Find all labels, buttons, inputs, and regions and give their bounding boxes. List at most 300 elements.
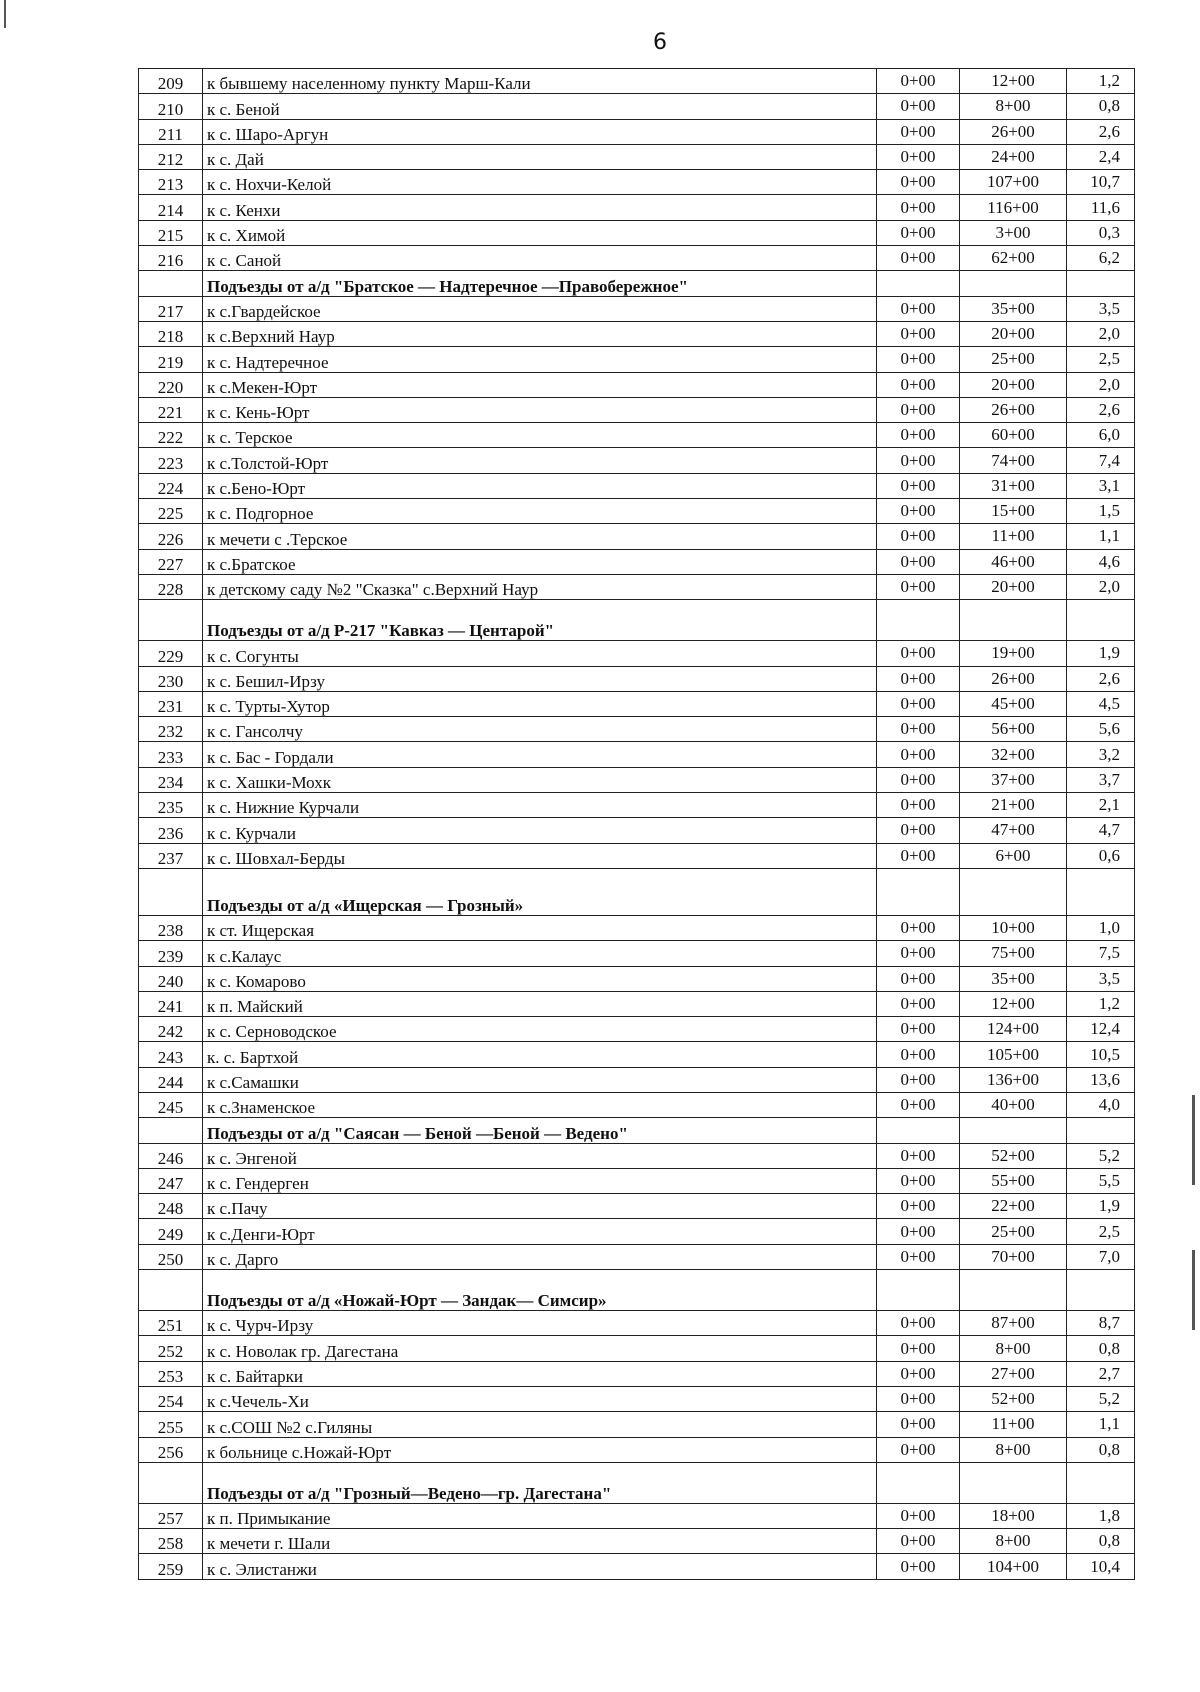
table-row (139, 321, 1135, 346)
table-row (139, 246, 1135, 271)
length-km-cell: 0,8 (1067, 1437, 1135, 1462)
row-number-cell: 234 (139, 767, 203, 792)
table-row (139, 372, 1135, 397)
section-start-cell (877, 1462, 960, 1503)
length-km-cell: 2,5 (1067, 1219, 1135, 1244)
road-name-cell: к с. Беной (203, 94, 877, 119)
start-km-cell: 0+00 (877, 818, 960, 843)
section-num-cell (139, 1118, 203, 1143)
end-km-cell: 107+00 (960, 170, 1067, 195)
table-row (139, 170, 1135, 195)
table-row (139, 1386, 1135, 1411)
table-row (139, 843, 1135, 868)
row-number-cell: 225 (139, 499, 203, 524)
row-number-cell: 255 (139, 1412, 203, 1437)
length-km-cell: 1,2 (1067, 991, 1135, 1016)
page-number: 6 (653, 30, 667, 55)
section-end-cell (960, 271, 1067, 296)
section-start-cell (877, 868, 960, 915)
road-name-cell: к с.Знаменское (203, 1092, 877, 1117)
road-name-cell: к п. Майский (203, 991, 877, 1016)
length-km-cell: 11,6 (1067, 195, 1135, 220)
table-row (139, 1067, 1135, 1092)
start-km-cell: 0+00 (877, 94, 960, 119)
start-km-cell: 0+00 (877, 1412, 960, 1437)
start-km-cell: 0+00 (877, 1067, 960, 1092)
table-row (139, 549, 1135, 574)
row-number-cell: 258 (139, 1529, 203, 1554)
table-row (139, 220, 1135, 245)
length-km-cell: 1,2 (1067, 69, 1135, 94)
road-name-cell: к с. Шовхал-Берды (203, 843, 877, 868)
end-km-cell: 52+00 (960, 1386, 1067, 1411)
row-number-cell: 232 (139, 717, 203, 742)
end-km-cell: 15+00 (960, 499, 1067, 524)
table-row (139, 347, 1135, 372)
road-name-cell: к детскому саду №2 "Сказка" с.Верхний Наур (203, 574, 877, 599)
end-km-cell: 105+00 (960, 1042, 1067, 1067)
section-title-cell: Подъезды от а/д «Ищерская — Грозный» (203, 868, 877, 915)
row-number-cell: 251 (139, 1311, 203, 1336)
row-number-cell: 229 (139, 641, 203, 666)
length-km-cell: 0,3 (1067, 220, 1135, 245)
section-num-cell (139, 1270, 203, 1311)
table-row (139, 296, 1135, 321)
section-end-cell (960, 600, 1067, 641)
table-row (139, 767, 1135, 792)
length-km-cell: 7,4 (1067, 448, 1135, 473)
end-km-cell: 55+00 (960, 1168, 1067, 1193)
section-header-row (139, 868, 1135, 915)
row-number-cell: 237 (139, 843, 203, 868)
row-number-cell: 218 (139, 321, 203, 346)
road-name-cell: к с.Толстой-Юрт (203, 448, 877, 473)
length-km-cell: 2,6 (1067, 666, 1135, 691)
road-name-cell: к. с. Бартхой (203, 1042, 877, 1067)
length-km-cell: 1,9 (1067, 1194, 1135, 1219)
road-name-cell: к с. Нижние Курчали (203, 793, 877, 818)
start-km-cell: 0+00 (877, 793, 960, 818)
end-km-cell: 12+00 (960, 991, 1067, 1016)
length-km-cell: 0,6 (1067, 843, 1135, 868)
section-header-row (139, 271, 1135, 296)
road-name-cell: к с. Подгорное (203, 499, 877, 524)
row-number-cell: 221 (139, 397, 203, 422)
road-name-cell: к с.Гвардейское (203, 296, 877, 321)
length-km-cell: 5,2 (1067, 1386, 1135, 1411)
end-km-cell: 31+00 (960, 473, 1067, 498)
length-km-cell: 6,0 (1067, 423, 1135, 448)
road-name-cell: к с. Турты-Хутор (203, 691, 877, 716)
start-km-cell: 0+00 (877, 691, 960, 716)
start-km-cell: 0+00 (877, 767, 960, 792)
start-km-cell: 0+00 (877, 1219, 960, 1244)
section-header-row (139, 1462, 1135, 1503)
start-km-cell: 0+00 (877, 574, 960, 599)
table-row (139, 1336, 1135, 1361)
road-name-cell: к с. Бешил-Ирзу (203, 666, 877, 691)
length-km-cell: 0,8 (1067, 94, 1135, 119)
scan-edge-mark (1192, 1095, 1195, 1185)
length-km-cell: 1,8 (1067, 1503, 1135, 1528)
row-number-cell: 211 (139, 119, 203, 144)
end-km-cell: 26+00 (960, 119, 1067, 144)
table-row (139, 1554, 1135, 1579)
end-km-cell: 45+00 (960, 691, 1067, 716)
length-km-cell: 1,1 (1067, 524, 1135, 549)
end-km-cell: 124+00 (960, 1017, 1067, 1042)
end-km-cell: 116+00 (960, 195, 1067, 220)
end-km-cell: 26+00 (960, 397, 1067, 422)
table-row (139, 742, 1135, 767)
start-km-cell: 0+00 (877, 1244, 960, 1269)
table-row (139, 941, 1135, 966)
section-length-cell (1067, 600, 1135, 641)
length-km-cell: 2,0 (1067, 321, 1135, 346)
row-number-cell: 242 (139, 1017, 203, 1042)
road-name-cell: к с. Надтеречное (203, 347, 877, 372)
end-km-cell: 21+00 (960, 793, 1067, 818)
start-km-cell: 0+00 (877, 397, 960, 422)
table-row (139, 1529, 1135, 1554)
end-km-cell: 52+00 (960, 1143, 1067, 1168)
section-header-row (139, 1270, 1135, 1311)
road-name-cell: к мечети г. Шали (203, 1529, 877, 1554)
end-km-cell: 20+00 (960, 574, 1067, 599)
end-km-cell: 46+00 (960, 549, 1067, 574)
start-km-cell: 0+00 (877, 1042, 960, 1067)
row-number-cell: 245 (139, 1092, 203, 1117)
length-km-cell: 7,0 (1067, 1244, 1135, 1269)
table-row (139, 397, 1135, 422)
length-km-cell: 7,5 (1067, 941, 1135, 966)
length-km-cell: 2,6 (1067, 397, 1135, 422)
scan-edge-mark (4, 0, 6, 28)
table-row (139, 1168, 1135, 1193)
start-km-cell: 0+00 (877, 1386, 960, 1411)
table-row (139, 966, 1135, 991)
start-km-cell: 0+00 (877, 119, 960, 144)
row-number-cell: 212 (139, 144, 203, 169)
length-km-cell: 4,6 (1067, 549, 1135, 574)
end-km-cell: 20+00 (960, 372, 1067, 397)
row-number-cell: 240 (139, 966, 203, 991)
road-name-cell: к с. Байтарки (203, 1361, 877, 1386)
row-number-cell: 257 (139, 1503, 203, 1528)
table-row (139, 1017, 1135, 1042)
road-name-cell: к с.Денги-Юрт (203, 1219, 877, 1244)
end-km-cell: 104+00 (960, 1554, 1067, 1579)
start-km-cell: 0+00 (877, 170, 960, 195)
table-row (139, 144, 1135, 169)
row-number-cell: 228 (139, 574, 203, 599)
end-km-cell: 37+00 (960, 767, 1067, 792)
row-number-cell: 213 (139, 170, 203, 195)
road-name-cell: к с.Бено-Юрт (203, 473, 877, 498)
roads-table-body (139, 69, 1135, 1580)
start-km-cell: 0+00 (877, 1529, 960, 1554)
table-row (139, 574, 1135, 599)
road-name-cell: к с.Верхний Наур (203, 321, 877, 346)
start-km-cell: 0+00 (877, 1336, 960, 1361)
end-km-cell: 26+00 (960, 666, 1067, 691)
row-number-cell: 219 (139, 347, 203, 372)
length-km-cell: 10,4 (1067, 1554, 1135, 1579)
section-length-cell (1067, 868, 1135, 915)
end-km-cell: 25+00 (960, 1219, 1067, 1244)
length-km-cell: 8,7 (1067, 1311, 1135, 1336)
start-km-cell: 0+00 (877, 372, 960, 397)
length-km-cell: 1,9 (1067, 641, 1135, 666)
row-number-cell: 246 (139, 1143, 203, 1168)
section-length-cell (1067, 1462, 1135, 1503)
road-name-cell: к больнице с.Ножай-Юрт (203, 1437, 877, 1462)
table-row (139, 1311, 1135, 1336)
table-row (139, 666, 1135, 691)
end-km-cell: 10+00 (960, 915, 1067, 940)
row-number-cell: 217 (139, 296, 203, 321)
section-num-cell (139, 271, 203, 296)
length-km-cell: 3,7 (1067, 767, 1135, 792)
table-row (139, 1143, 1135, 1168)
row-number-cell: 249 (139, 1219, 203, 1244)
start-km-cell: 0+00 (877, 915, 960, 940)
start-km-cell: 0+00 (877, 1437, 960, 1462)
road-name-cell: к с. Бас - Гордали (203, 742, 877, 767)
start-km-cell: 0+00 (877, 69, 960, 94)
section-end-cell (960, 1462, 1067, 1503)
table-row (139, 1244, 1135, 1269)
end-km-cell: 87+00 (960, 1311, 1067, 1336)
row-number-cell: 259 (139, 1554, 203, 1579)
section-header-row (139, 600, 1135, 641)
road-name-cell: к п. Примыкание (203, 1503, 877, 1528)
start-km-cell: 0+00 (877, 144, 960, 169)
row-number-cell: 222 (139, 423, 203, 448)
length-km-cell: 10,5 (1067, 1042, 1135, 1067)
road-name-cell: к с. Элистанжи (203, 1554, 877, 1579)
section-title-cell: Подъезды от а/д Р-217 "Кавказ — Центарой" (203, 600, 877, 641)
row-number-cell: 224 (139, 473, 203, 498)
table-row (139, 991, 1135, 1016)
section-header-row (139, 1118, 1135, 1143)
section-length-cell (1067, 1270, 1135, 1311)
row-number-cell: 243 (139, 1042, 203, 1067)
section-num-cell (139, 868, 203, 915)
table-row (139, 1092, 1135, 1117)
row-number-cell: 253 (139, 1361, 203, 1386)
end-km-cell: 12+00 (960, 69, 1067, 94)
end-km-cell: 56+00 (960, 717, 1067, 742)
start-km-cell: 0+00 (877, 423, 960, 448)
length-km-cell: 2,6 (1067, 119, 1135, 144)
start-km-cell: 0+00 (877, 966, 960, 991)
end-km-cell: 20+00 (960, 321, 1067, 346)
start-km-cell: 0+00 (877, 347, 960, 372)
start-km-cell: 0+00 (877, 843, 960, 868)
table-row (139, 793, 1135, 818)
road-name-cell: к с. Дарго (203, 1244, 877, 1269)
section-title-cell: Подъезды от а/д "Саясан — Беной —Беной — Ведено" (203, 1118, 877, 1143)
end-km-cell: 19+00 (960, 641, 1067, 666)
road-name-cell: к с.Пачу (203, 1194, 877, 1219)
length-km-cell: 5,2 (1067, 1143, 1135, 1168)
table-row (139, 1503, 1135, 1528)
length-km-cell: 3,5 (1067, 966, 1135, 991)
road-name-cell: к с. Курчали (203, 818, 877, 843)
road-name-cell: к с. Шаро-Аргун (203, 119, 877, 144)
section-title-cell: Подъезды от а/д «Ножай-Юрт — Зандак— Симсир» (203, 1270, 877, 1311)
road-name-cell: к с. Кенхи (203, 195, 877, 220)
section-num-cell (139, 1462, 203, 1503)
row-number-cell: 214 (139, 195, 203, 220)
start-km-cell: 0+00 (877, 473, 960, 498)
start-km-cell: 0+00 (877, 1554, 960, 1579)
row-number-cell: 235 (139, 793, 203, 818)
road-name-cell: к с. Кень-Юрт (203, 397, 877, 422)
road-name-cell: к с. Химой (203, 220, 877, 245)
table-row (139, 691, 1135, 716)
road-name-cell: к с. Гендерген (203, 1168, 877, 1193)
road-name-cell: к бывшему населенному пункту Марш-Кали (203, 69, 877, 94)
row-number-cell: 241 (139, 991, 203, 1016)
start-km-cell: 0+00 (877, 321, 960, 346)
start-km-cell: 0+00 (877, 742, 960, 767)
road-name-cell: к с. Терское (203, 423, 877, 448)
road-name-cell: к ст. Ищерская (203, 915, 877, 940)
row-number-cell: 236 (139, 818, 203, 843)
table-row (139, 1194, 1135, 1219)
road-name-cell: к с. Комарово (203, 966, 877, 991)
table-row (139, 119, 1135, 144)
table-row (139, 499, 1135, 524)
length-km-cell: 2,0 (1067, 372, 1135, 397)
end-km-cell: 35+00 (960, 296, 1067, 321)
end-km-cell: 8+00 (960, 1437, 1067, 1462)
end-km-cell: 60+00 (960, 423, 1067, 448)
length-km-cell: 12,4 (1067, 1017, 1135, 1042)
table-row (139, 69, 1135, 94)
start-km-cell: 0+00 (877, 1092, 960, 1117)
row-number-cell: 216 (139, 246, 203, 271)
length-km-cell: 5,6 (1067, 717, 1135, 742)
road-name-cell: к мечети с .Терское (203, 524, 877, 549)
length-km-cell: 1,0 (1067, 915, 1135, 940)
row-number-cell: 215 (139, 220, 203, 245)
roads-table (138, 68, 1135, 1580)
table-row (139, 448, 1135, 473)
row-number-cell: 230 (139, 666, 203, 691)
end-km-cell: 74+00 (960, 448, 1067, 473)
table-row (139, 717, 1135, 742)
table-row (139, 1361, 1135, 1386)
section-start-cell (877, 1118, 960, 1143)
road-name-cell: к с.Самашки (203, 1067, 877, 1092)
table-row (139, 423, 1135, 448)
length-km-cell: 2,0 (1067, 574, 1135, 599)
end-km-cell: 8+00 (960, 1529, 1067, 1554)
end-km-cell: 75+00 (960, 941, 1067, 966)
start-km-cell: 0+00 (877, 1143, 960, 1168)
length-km-cell: 10,7 (1067, 170, 1135, 195)
start-km-cell: 0+00 (877, 1361, 960, 1386)
end-km-cell: 35+00 (960, 966, 1067, 991)
length-km-cell: 2,1 (1067, 793, 1135, 818)
end-km-cell: 40+00 (960, 1092, 1067, 1117)
section-start-cell (877, 1270, 960, 1311)
road-name-cell: к с.Чечель-Хи (203, 1386, 877, 1411)
table-row (139, 641, 1135, 666)
row-number-cell: 220 (139, 372, 203, 397)
start-km-cell: 0+00 (877, 717, 960, 742)
row-number-cell: 223 (139, 448, 203, 473)
length-km-cell: 1,5 (1067, 499, 1135, 524)
length-km-cell: 4,7 (1067, 818, 1135, 843)
section-length-cell (1067, 1118, 1135, 1143)
table-row (139, 1219, 1135, 1244)
road-name-cell: к с. Нохчи-Келой (203, 170, 877, 195)
table-row (139, 473, 1135, 498)
end-km-cell: 25+00 (960, 347, 1067, 372)
row-number-cell: 226 (139, 524, 203, 549)
table-row (139, 1412, 1135, 1437)
length-km-cell: 2,5 (1067, 347, 1135, 372)
road-name-cell: к с. Чурч-Ирзу (203, 1311, 877, 1336)
row-number-cell: 244 (139, 1067, 203, 1092)
road-name-cell: к с. Саной (203, 246, 877, 271)
road-name-cell: к с. Согунты (203, 641, 877, 666)
section-end-cell (960, 1118, 1067, 1143)
end-km-cell: 47+00 (960, 818, 1067, 843)
scan-edge-mark (1192, 1250, 1195, 1330)
road-name-cell: к с. Хашки-Мохк (203, 767, 877, 792)
length-km-cell: 13,6 (1067, 1067, 1135, 1092)
section-title-cell: Подъезды от а/д "Братское — Надтеречное —Правобережное" (203, 271, 877, 296)
length-km-cell: 0,8 (1067, 1336, 1135, 1361)
length-km-cell: 0,8 (1067, 1529, 1135, 1554)
length-km-cell: 2,4 (1067, 144, 1135, 169)
road-name-cell: к с. Энгеной (203, 1143, 877, 1168)
length-km-cell: 2,7 (1067, 1361, 1135, 1386)
road-name-cell: к с. Новолак гр. Дагестана (203, 1336, 877, 1361)
start-km-cell: 0+00 (877, 549, 960, 574)
length-km-cell: 5,5 (1067, 1168, 1135, 1193)
row-number-cell: 233 (139, 742, 203, 767)
start-km-cell: 0+00 (877, 448, 960, 473)
end-km-cell: 8+00 (960, 1336, 1067, 1361)
end-km-cell: 70+00 (960, 1244, 1067, 1269)
length-km-cell: 6,2 (1067, 246, 1135, 271)
start-km-cell: 0+00 (877, 1168, 960, 1193)
row-number-cell: 231 (139, 691, 203, 716)
section-length-cell (1067, 271, 1135, 296)
row-number-cell: 250 (139, 1244, 203, 1269)
row-number-cell: 256 (139, 1437, 203, 1462)
table-row (139, 1437, 1135, 1462)
length-km-cell: 3,2 (1067, 742, 1135, 767)
road-name-cell: к с.Мекен-Юрт (203, 372, 877, 397)
start-km-cell: 0+00 (877, 666, 960, 691)
row-number-cell: 252 (139, 1336, 203, 1361)
end-km-cell: 11+00 (960, 524, 1067, 549)
start-km-cell: 0+00 (877, 941, 960, 966)
row-number-cell: 254 (139, 1386, 203, 1411)
start-km-cell: 0+00 (877, 296, 960, 321)
end-km-cell: 18+00 (960, 1503, 1067, 1528)
section-start-cell (877, 600, 960, 641)
length-km-cell: 1,1 (1067, 1412, 1135, 1437)
road-name-cell: к с. Серноводское (203, 1017, 877, 1042)
